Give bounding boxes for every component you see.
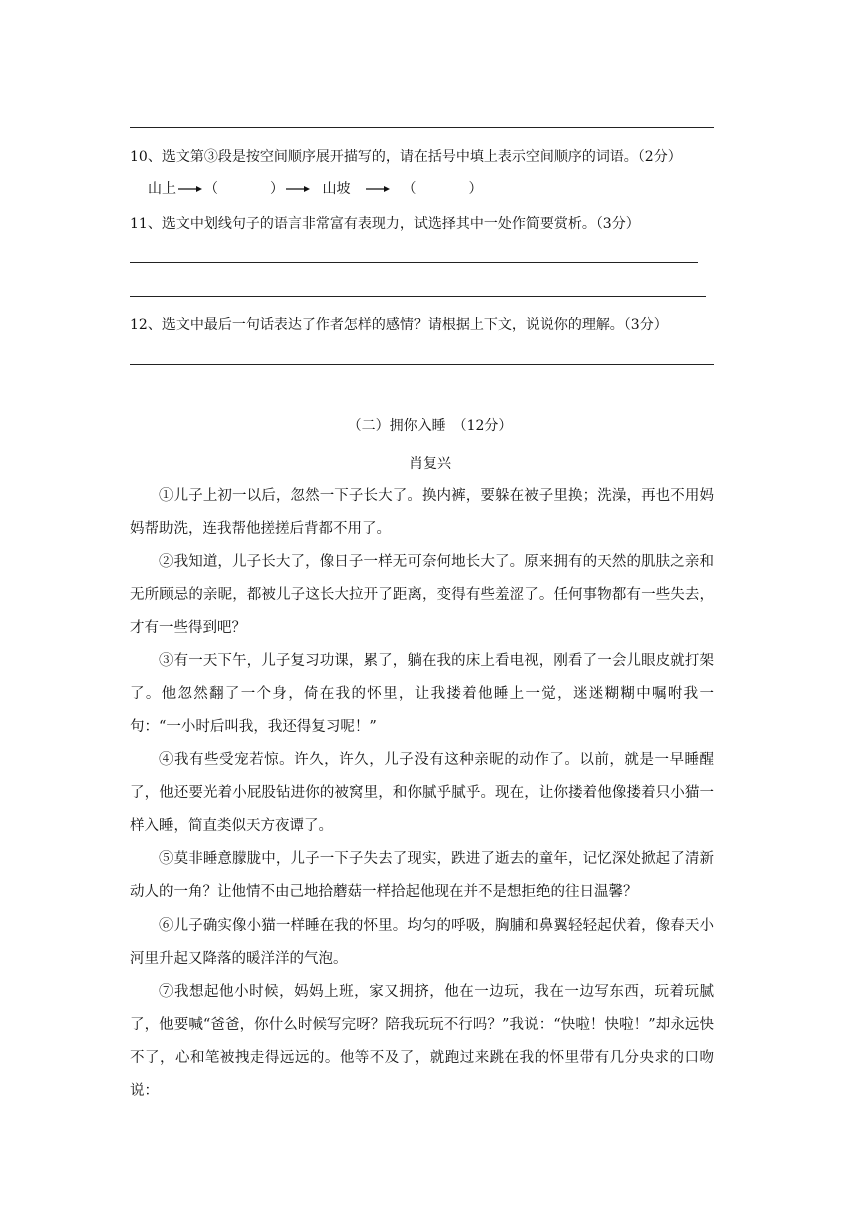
article-paragraph-7: ⑦我想起他小时候，妈妈上班，家又拥挤，他在一边玩，我在一边写东西，玩着玩腻了，他要喊“爸爸，你什么时候写完呀？陪我玩玩不行吗？”我说：“快啦！快啦！”却永远快不了，心和笔被拽走得远远的。他等不及了，就跑过来跳在我的怀里带有几分央求的口吻说： bbox=[130, 984, 714, 1099]
answer-line-q11-1[interactable] bbox=[130, 262, 698, 263]
answer-line-q9 bbox=[130, 127, 714, 128]
seq-mid-label: 山坡 bbox=[322, 181, 351, 197]
article-paragraph-6: ⑥儿子确实像小猫一样睡在我的怀里。均匀的呼吸，胸脯和鼻翼轻轻起伏着，像春天小河里升起又降落的暖洋洋的气泡。 bbox=[130, 918, 714, 967]
answer-line-q11-2[interactable] bbox=[130, 296, 706, 297]
seq-start-label: 山上 bbox=[148, 181, 176, 197]
question-12: 12、选文中最后一句话表达了作者怎样的感情？请根据上下文，说说你的理解。（3分） bbox=[130, 317, 668, 333]
article-paragraph-2: ②我知道，儿子长大了，像日子一样无可奈何地长大了。原来拥有的天然的肌肤之亲和无所顾忌的亲昵，都被儿子这长大拉开了距离，变得有些羞涩了。任何事物都有一些失去，才有一些得到吧？ bbox=[130, 554, 714, 636]
article-paragraph-5: ⑤莫非睡意朦胧中，儿子一下子失去了现实，跌进了逝去的童年，记忆深处掀起了清新动人的一角？让他情不由己地拾蘑菇一样拾起他现在并不是想拒绝的往日温馨？ bbox=[130, 851, 714, 900]
question-10: 10、选文第③段是按空间顺序展开描写的，请在括号中填上表示空间顺序的词语。（2分） bbox=[130, 149, 682, 165]
arrow-right-icon bbox=[366, 185, 390, 193]
question-11: 11、选文中划线句子的语言非常富有表现力，试选择其中一处作简要赏析。（3分） bbox=[130, 216, 640, 232]
article-paragraph-4: ④我有些受宠若惊。许久，许久，儿子没有这种亲昵的动作了。以前，就是一早睡醒了，他还要光着小屁股钻进你的被窝里，和你腻乎腻乎。现在，让你搂着他像搂着只小猫一样入睡，简直类似天方夜谭了。 bbox=[130, 752, 714, 834]
arrow-right-icon bbox=[178, 185, 202, 193]
question-10-sequence: 山上 （ ） 山坡 （ ） bbox=[148, 181, 483, 197]
article-paragraph-1: ①儿子上初一以后，忽然一下子长大了。换内裤，要躲在被子里换；洗澡，再也不用妈妈帮助洗，连我帮他搓搓后背都不用了。 bbox=[130, 488, 714, 537]
article-paragraph-3: ③有一天下午，儿子复习功课，累了，躺在我的床上看电视，刚看了一会儿眼皮就打架了。他忽然翻了一个身，倚在我的怀里，让我搂着他睡上一觉，迷迷糊糊中嘱咐我一句：“一小时后叫我，我还得复习呢！” bbox=[130, 653, 714, 735]
article-title: （二）拥你入睡 （12分） bbox=[347, 418, 513, 434]
answer-line-q12[interactable] bbox=[130, 364, 714, 365]
article-author: 肖复兴 bbox=[409, 456, 451, 472]
arrow-right-icon bbox=[286, 185, 310, 193]
